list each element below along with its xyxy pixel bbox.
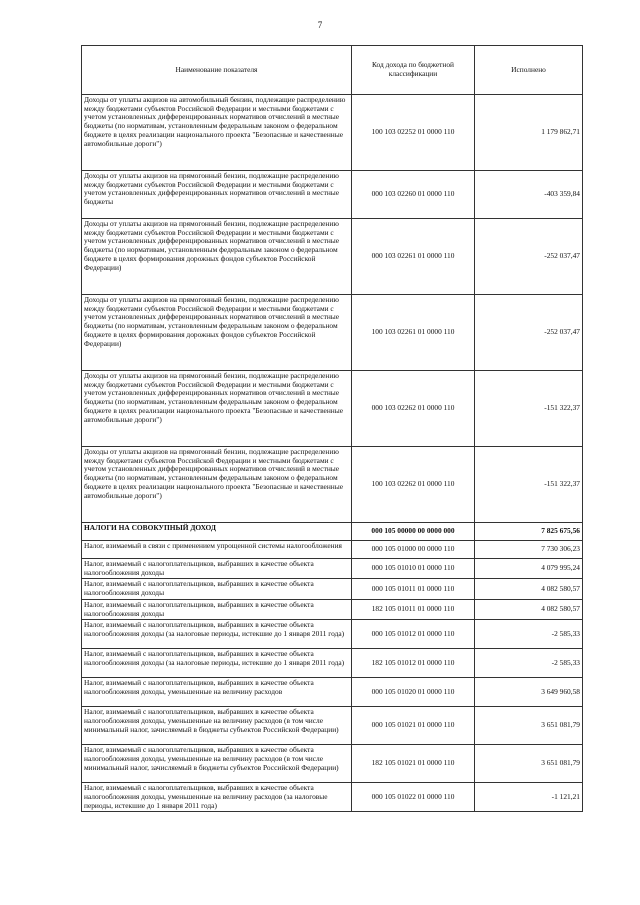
row-name: Налог, взимаемый с налогоплательщиков, выбравших в качестве объекта налогообложения доходы (за налоговые периоды, истекшие до 1 января 2011 года) xyxy=(82,620,352,649)
table-row xyxy=(82,620,583,649)
row-code: 100 103 02262 01 0000 110 xyxy=(352,447,475,523)
header-name: Наименование показателя xyxy=(82,46,352,95)
table-row xyxy=(82,447,583,523)
row-executed: -151 322,37 xyxy=(475,371,583,447)
table-row xyxy=(82,783,583,812)
row-name: Доходы от уплаты акцизов на автомобильный бензин, подлежащие распределению между бюджетами субъектов Российской Федерации и местными бюджетами с учетом установленных дифференцированных нормативов отчислений в местные бюджеты (по нормативам, установленным федеральным законом о федеральном бюджете в целях реализации национального проекта "Безопасные и качественные автомобильные дороги") xyxy=(82,95,352,171)
row-executed: 4 079 995,24 xyxy=(475,559,583,579)
table-row xyxy=(82,579,583,599)
row-executed: -2 585,33 xyxy=(475,649,583,678)
row-executed: 7 825 675,56 xyxy=(475,523,583,541)
row-name: Налог, взимаемый с налогоплательщиков, выбравших в качестве объекта налогообложения доходы xyxy=(82,559,352,579)
row-code: 000 103 02261 01 0000 110 xyxy=(352,219,475,295)
row-executed: 4 082 580,57 xyxy=(475,599,583,619)
header-code: Код дохода по бюджетной классификации xyxy=(352,46,475,95)
table-row xyxy=(82,371,583,447)
header-executed: Исполнено xyxy=(475,46,583,95)
table-row xyxy=(82,745,583,783)
revenue-table xyxy=(81,45,583,812)
table-row xyxy=(82,171,583,219)
table-header-row xyxy=(82,46,583,95)
table-body xyxy=(82,95,583,812)
table-row xyxy=(82,523,583,541)
table-row xyxy=(82,541,583,559)
row-name: Налог, взимаемый в связи с применением упрощенной системы налогообложения xyxy=(82,541,352,559)
row-name: НАЛОГИ НА СОВОКУПНЫЙ ДОХОД xyxy=(82,523,352,541)
row-code: 000 105 01021 01 0000 110 xyxy=(352,707,475,745)
table-row xyxy=(82,707,583,745)
row-name: Доходы от уплаты акцизов на прямогонный бензин, подлежащие распределению между бюджетами субъектов Российской Федерации и местными бюджетами с учетом установленных дифференцированных нормативов отчислений в местные бюджеты xyxy=(82,171,352,219)
table-row xyxy=(82,95,583,171)
row-name: Налог, взимаемый с налогоплательщиков, выбравших в качестве объекта налогообложения доходы (за налоговые периоды, истекшие до 1 января 2011 года) xyxy=(82,649,352,678)
row-code: 000 103 02262 01 0000 110 xyxy=(352,371,475,447)
row-code: 100 103 02261 01 0000 110 xyxy=(352,295,475,371)
row-executed: -1 121,21 xyxy=(475,783,583,812)
row-code: 000 105 01012 01 0000 110 xyxy=(352,620,475,649)
row-executed: -2 585,33 xyxy=(475,620,583,649)
row-name: Доходы от уплаты акцизов на прямогонный бензин, подлежащие распределению между бюджетами субъектов Российской Федерации и местными бюджетами с учетом установленных дифференцированных нормативов отчислений в местные бюджеты (по нормативам, установленным федеральным законом о федеральном бюджете в целях реализации национального проекта "Безопасные и качественные автомобильные дороги") xyxy=(82,371,352,447)
row-executed: -252 037,47 xyxy=(475,295,583,371)
row-executed: 3 649 960,58 xyxy=(475,678,583,707)
row-executed: 3 651 081,79 xyxy=(475,745,583,783)
row-name: Налог, взимаемый с налогоплательщиков, выбравших в качестве объекта налогообложения доходы, уменьшенные на величину расходов (в том числе минимальный налог, зачисляемый в бюджеты субъектов Российской Федерации) xyxy=(82,745,352,783)
row-executed: 3 651 081,79 xyxy=(475,707,583,745)
row-executed: 7 730 306,23 xyxy=(475,541,583,559)
row-code: 000 105 01000 00 0000 110 xyxy=(352,541,475,559)
row-executed: 1 179 862,71 xyxy=(475,95,583,171)
row-name: Налог, взимаемый с налогоплательщиков, выбравших в качестве объекта налогообложения доходы xyxy=(82,599,352,619)
row-code: 000 105 01010 01 0000 110 xyxy=(352,559,475,579)
table-row xyxy=(82,649,583,678)
table-row xyxy=(82,559,583,579)
row-name: Налог, взимаемый с налогоплательщиков, выбравших в качестве объекта налогообложения доходы, уменьшенные на величину расходов (за налоговые периоды, истекшие до 1 января 2011 года) xyxy=(82,783,352,812)
table-row xyxy=(82,295,583,371)
row-name: Налог, взимаемый с налогоплательщиков, выбравших в качестве объекта налогообложения доходы xyxy=(82,579,352,599)
row-code: 182 105 01021 01 0000 110 xyxy=(352,745,475,783)
table-row xyxy=(82,678,583,707)
table-row xyxy=(82,219,583,295)
row-executed: -252 037,47 xyxy=(475,219,583,295)
row-code: 100 103 02252 01 0000 110 xyxy=(352,95,475,171)
row-code: 182 105 01012 01 0000 110 xyxy=(352,649,475,678)
row-code: 000 105 00000 00 0000 000 xyxy=(352,523,475,541)
row-name: Налог, взимаемый с налогоплательщиков, выбравших в качестве объекта налогообложения доходы, уменьшенные на величину расходов (в том числе минимальный налог, зачисляемый в бюджеты субъектов Российской Федерации) xyxy=(82,707,352,745)
row-name: Доходы от уплаты акцизов на прямогонный бензин, подлежащие распределению между бюджетами субъектов Российской Федерации и местными бюджетами с учетом установленных дифференцированных нормативов отчислений в местные бюджеты (по нормативам, установленным федеральным законом о федеральном бюджете в целях реализации национального проекта "Безопасные и качественные автомобильные дороги") xyxy=(82,447,352,523)
row-executed: 4 082 580,57 xyxy=(475,579,583,599)
page-number: 7 xyxy=(317,20,323,30)
row-code: 182 105 01011 01 0000 110 xyxy=(352,599,475,619)
row-name: Доходы от уплаты акцизов на прямогонный бензин, подлежащие распределению между бюджетами субъектов Российской Федерации и местными бюджетами с учетом установленных дифференцированных нормативов отчислений в местные бюджеты (по нормативам, установленным федеральным законом о федеральном бюджете в целях формирования дорожных фондов субъектов Российской Федерации) xyxy=(82,295,352,371)
row-executed: -151 322,37 xyxy=(475,447,583,523)
table-row xyxy=(82,599,583,619)
row-name: Доходы от уплаты акцизов на прямогонный бензин, подлежащие распределению между бюджетами субъектов Российской Федерации и местными бюджетами с учетом установленных дифференцированных нормативов отчислений в местные бюджеты (по нормативам, установленным федеральным законом о федеральном бюджете в целях формирования дорожных фондов субъектов Российской Федерации) xyxy=(82,219,352,295)
row-executed: -403 359,84 xyxy=(475,171,583,219)
row-code: 000 103 02260 01 0000 110 xyxy=(352,171,475,219)
row-name: Налог, взимаемый с налогоплательщиков, выбравших в качестве объекта налогообложения доходы, уменьшенные на величину расходов xyxy=(82,678,352,707)
row-code: 000 105 01020 01 0000 110 xyxy=(352,678,475,707)
row-code: 000 105 01022 01 0000 110 xyxy=(352,783,475,812)
row-code: 000 105 01011 01 0000 110 xyxy=(352,579,475,599)
